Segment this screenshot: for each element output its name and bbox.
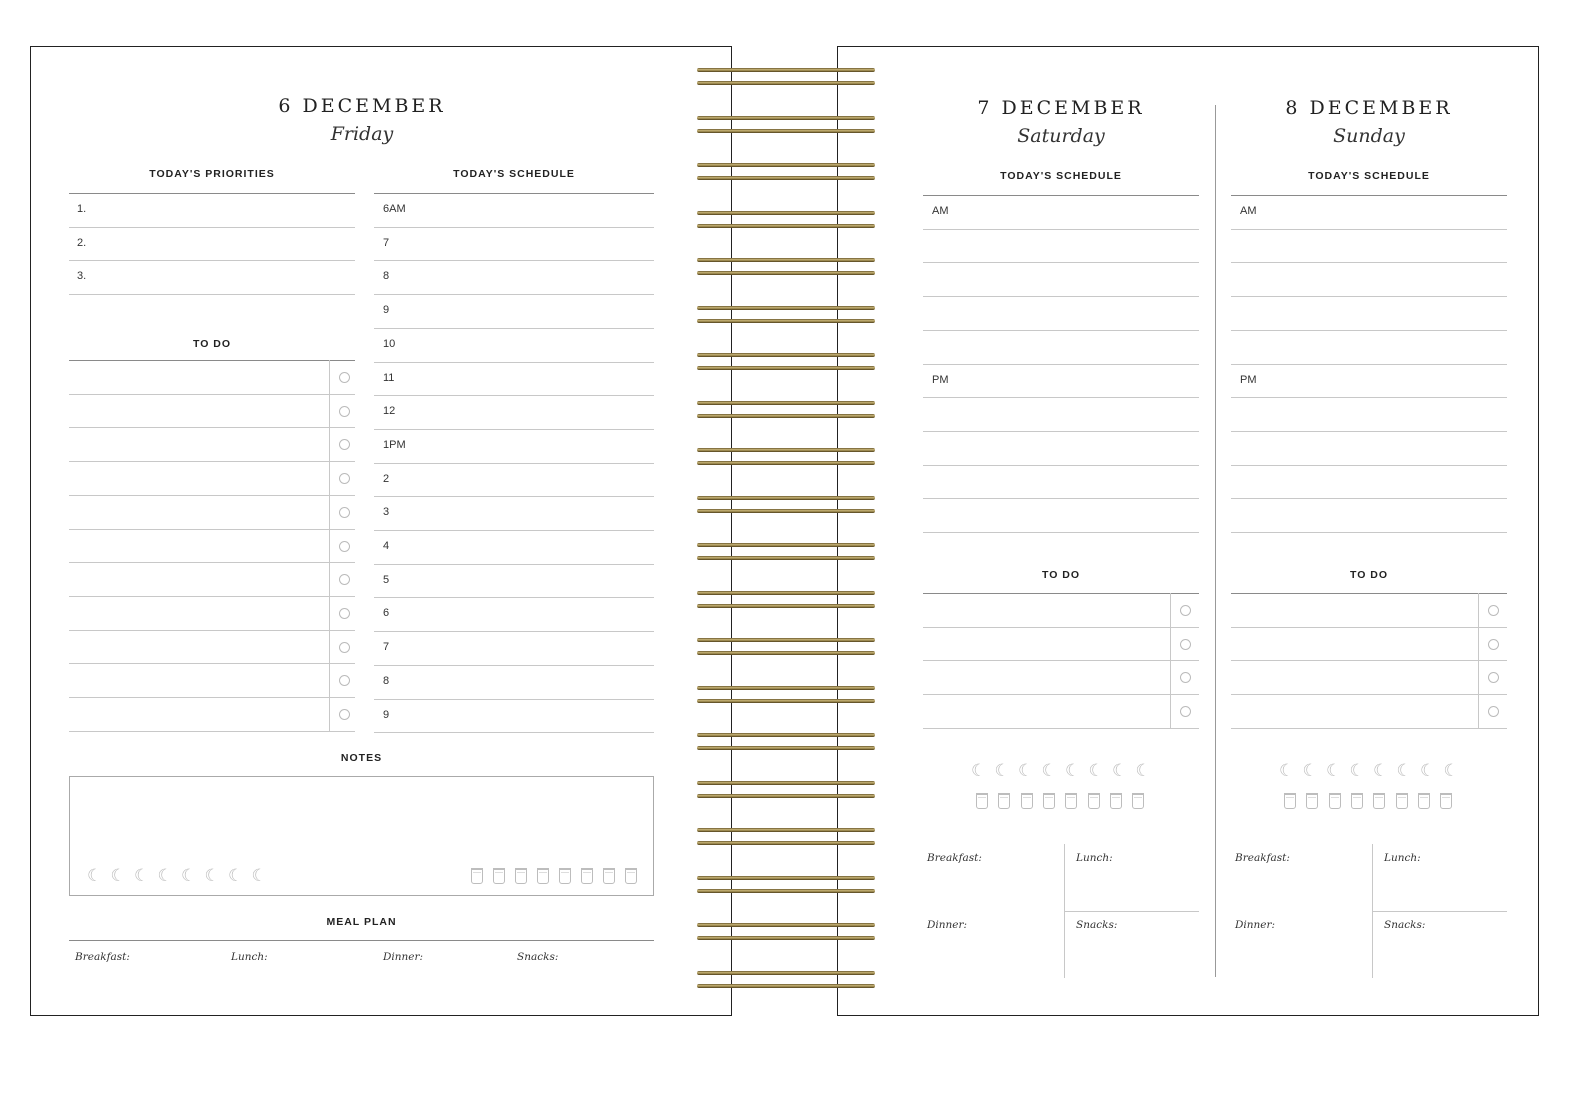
- divider: [923, 627, 1199, 628]
- divider: [374, 463, 654, 464]
- divider: [374, 260, 654, 261]
- divider: [1231, 498, 1507, 499]
- schedule-heading: TODAY'S SCHEDULE: [453, 168, 575, 180]
- schedule-hour[interactable]: 7: [383, 236, 390, 249]
- divider: [923, 728, 1199, 729]
- day-divider: [1215, 105, 1216, 977]
- weekday-label: Saturday: [1017, 125, 1105, 147]
- divider: [69, 427, 355, 428]
- divider: [1372, 911, 1507, 912]
- divider: [923, 296, 1199, 297]
- spiral-ring-icon: [697, 699, 875, 703]
- crescent-moon-icon[interactable]: ☾: [110, 866, 126, 886]
- todo-checkbox-icon[interactable]: [1488, 639, 1499, 650]
- spiral-ring-icon: [697, 414, 875, 418]
- todo-checkbox-icon[interactable]: [339, 507, 350, 518]
- crescent-moon-icon[interactable]: ☾: [1135, 761, 1151, 781]
- divider: [69, 227, 355, 228]
- crescent-moon-icon[interactable]: ☾: [1326, 761, 1342, 781]
- crescent-moon-icon[interactable]: ☾: [228, 866, 244, 886]
- schedule-hour[interactable]: 10: [383, 337, 396, 350]
- spiral-ring-icon: [697, 686, 875, 690]
- todo-checkbox-icon[interactable]: [339, 574, 350, 585]
- crescent-moon-icon[interactable]: ☾: [1373, 761, 1389, 781]
- weekday-label: Friday: [330, 123, 394, 145]
- crescent-moon-icon[interactable]: ☾: [1018, 761, 1034, 781]
- divider: [1231, 364, 1507, 365]
- divider: [69, 294, 355, 295]
- spiral-ring-icon: [697, 651, 875, 655]
- spiral-ring-icon: [697, 638, 875, 642]
- schedule-hour[interactable]: 9: [383, 304, 390, 317]
- divider: [1231, 532, 1507, 533]
- am-label: AM: [1240, 205, 1257, 217]
- divider: [374, 564, 654, 565]
- todo-checkbox-icon[interactable]: [339, 473, 350, 484]
- notes-heading: NOTES: [340, 752, 383, 764]
- meal-breakfast-label: Breakfast:: [75, 951, 130, 963]
- divider: [923, 498, 1199, 499]
- crescent-moon-icon[interactable]: ☾: [1302, 761, 1318, 781]
- divider: [1231, 296, 1507, 297]
- divider: [69, 193, 355, 194]
- divider: [374, 496, 654, 497]
- divider: [923, 195, 1199, 196]
- divider: [69, 260, 355, 261]
- divider: [923, 694, 1199, 695]
- spiral-ring-icon: [697, 984, 875, 988]
- meal-dinner-label: Dinner:: [383, 951, 424, 963]
- spiral-ring-icon: [697, 828, 875, 832]
- divider: [1231, 397, 1507, 398]
- todo-checkbox-icon[interactable]: [1180, 639, 1191, 650]
- todo-checkbox-icon[interactable]: [339, 709, 350, 720]
- divider: [374, 294, 654, 295]
- divider: [69, 495, 355, 496]
- water-cup-icon[interactable]: [603, 868, 615, 884]
- crescent-moon-icon[interactable]: ☾: [181, 866, 197, 886]
- meal-dinner-label: Dinner:: [1235, 919, 1276, 931]
- divider: [923, 431, 1199, 432]
- water-cup-icon[interactable]: [1373, 793, 1385, 809]
- spiral-ring-icon: [697, 604, 875, 608]
- todo-checkbox-icon[interactable]: [1488, 672, 1499, 683]
- priority-item[interactable]: 1.: [77, 203, 87, 215]
- divider: [374, 429, 654, 430]
- divider: [374, 699, 654, 700]
- todo-checkbox-icon[interactable]: [339, 642, 350, 653]
- water-cup-icon[interactable]: [1043, 793, 1055, 809]
- date-title: 8 DECEMBER: [1285, 97, 1453, 119]
- schedule-hour[interactable]: 1PM: [383, 438, 406, 451]
- priorities-heading: TODAY'S PRIORITIES: [149, 168, 275, 180]
- water-cup-icon[interactable]: [1132, 793, 1144, 809]
- water-cup-icon[interactable]: [1418, 793, 1430, 809]
- water-cup-icon[interactable]: [1065, 793, 1077, 809]
- divider: [923, 397, 1199, 398]
- water-cup-icon[interactable]: [625, 868, 637, 884]
- spiral-ring-icon: [697, 176, 875, 180]
- right-page: [837, 46, 1539, 1016]
- divider: [69, 461, 355, 462]
- spiral-ring-icon: [697, 224, 875, 228]
- divider: [923, 364, 1199, 365]
- water-cup-icon[interactable]: [1351, 793, 1363, 809]
- schedule-hour[interactable]: 6: [383, 607, 390, 620]
- divider: [69, 562, 355, 563]
- schedule-hour[interactable]: 12: [383, 405, 396, 418]
- water-cup-icon[interactable]: [1110, 793, 1122, 809]
- divider: [1231, 465, 1507, 466]
- crescent-moon-icon[interactable]: ☾: [1349, 761, 1365, 781]
- spiral-ring-icon: [697, 448, 875, 452]
- divider: [1231, 195, 1507, 196]
- meal-lunch-label: Lunch:: [231, 951, 268, 963]
- divider: [923, 330, 1199, 331]
- meal-lunch-label: Lunch:: [1076, 852, 1113, 864]
- divider: [1231, 431, 1507, 432]
- crescent-moon-icon[interactable]: ☾: [1112, 761, 1128, 781]
- spiral-ring-icon: [697, 319, 875, 323]
- crescent-moon-icon[interactable]: ☾: [1443, 761, 1459, 781]
- spiral-ring-icon: [697, 591, 875, 595]
- divider: [1064, 911, 1199, 912]
- divider: [374, 395, 654, 396]
- divider: [69, 630, 355, 631]
- divider: [923, 229, 1199, 230]
- divider: [1231, 593, 1507, 594]
- todo-checkbox-icon[interactable]: [339, 439, 350, 450]
- spiral-ring-icon: [697, 841, 875, 845]
- spiral-ring-icon: [697, 543, 875, 547]
- schedule-hour[interactable]: 7: [383, 641, 390, 654]
- spiral-ring-icon: [697, 353, 875, 357]
- pm-label: PM: [932, 373, 949, 386]
- todo-heading: TO DO: [1349, 569, 1389, 581]
- meal-lunch-label: Lunch:: [1384, 852, 1421, 864]
- spiral-ring-icon: [697, 116, 875, 120]
- date-title: 7 DECEMBER: [977, 97, 1145, 119]
- am-label: AM: [932, 205, 949, 217]
- crescent-moon-icon[interactable]: ☾: [134, 866, 150, 886]
- divider: [374, 362, 654, 363]
- divider: [374, 665, 654, 666]
- crescent-moon-icon[interactable]: ☾: [1396, 761, 1412, 781]
- divider: [923, 465, 1199, 466]
- divider: [69, 360, 355, 361]
- todo-checkbox-icon[interactable]: [1180, 706, 1191, 717]
- divider: [1231, 229, 1507, 230]
- divider: [374, 631, 654, 632]
- divider: [374, 732, 654, 733]
- spiral-ring-icon: [697, 258, 875, 262]
- crescent-moon-icon[interactable]: ☾: [994, 761, 1010, 781]
- divider: [374, 328, 654, 329]
- divider: [69, 731, 355, 732]
- crescent-moon-icon[interactable]: ☾: [1065, 761, 1081, 781]
- meal-dinner-label: Dinner:: [927, 919, 968, 931]
- water-cup-icon[interactable]: [998, 793, 1010, 809]
- todo-checkbox-icon[interactable]: [1488, 706, 1499, 717]
- todo-checkbox-icon[interactable]: [1488, 605, 1499, 616]
- spiral-ring-icon: [697, 401, 875, 405]
- divider: [374, 597, 654, 598]
- date-title: 6 DECEMBER: [278, 95, 446, 117]
- divider: [1231, 728, 1507, 729]
- divider: [923, 660, 1199, 661]
- spiral-ring-icon: [697, 271, 875, 275]
- schedule-hour[interactable]: 8: [383, 270, 390, 283]
- schedule-hour[interactable]: 3: [383, 506, 390, 519]
- meal-breakfast-label: Breakfast:: [1235, 852, 1290, 864]
- spiral-ring-icon: [697, 211, 875, 215]
- divider: [374, 227, 654, 228]
- crescent-moon-icon[interactable]: ☾: [1041, 761, 1057, 781]
- spiral-ring-icon: [697, 163, 875, 167]
- divider: [1231, 627, 1507, 628]
- left-page: [30, 46, 732, 1016]
- schedule-hour[interactable]: 2: [383, 472, 390, 485]
- divider: [69, 394, 355, 395]
- divider: [923, 532, 1199, 533]
- spiral-ring-icon: [697, 366, 875, 370]
- spiral-ring-icon: [697, 509, 875, 513]
- divider: [1231, 660, 1507, 661]
- schedule-heading: TODAY'S SCHEDULE: [1308, 170, 1430, 182]
- crescent-moon-icon[interactable]: ☾: [1088, 761, 1104, 781]
- water-cup-icon[interactable]: [559, 868, 571, 884]
- spiral-ring-icon: [697, 496, 875, 500]
- spiral-ring-icon: [697, 781, 875, 785]
- water-cup-icon[interactable]: [515, 868, 527, 884]
- spiral-ring-icon: [697, 461, 875, 465]
- todo-checkbox-icon[interactable]: [339, 541, 350, 552]
- spiral-ring-icon: [697, 746, 875, 750]
- spiral-ring-icon: [697, 733, 875, 737]
- divider: [374, 530, 654, 531]
- crescent-moon-icon[interactable]: ☾: [251, 866, 267, 886]
- divider: [69, 697, 355, 698]
- spiral-ring-icon: [697, 936, 875, 940]
- todo-heading: TO DO: [1041, 569, 1081, 581]
- meal-snacks-label: Snacks:: [1076, 919, 1118, 931]
- todo-heading: TO DO: [192, 338, 232, 350]
- weekday-label: Sunday: [1333, 125, 1405, 147]
- water-cup-icon[interactable]: [493, 868, 505, 884]
- water-cup-icon[interactable]: [537, 868, 549, 884]
- divider: [374, 193, 654, 194]
- meal-snacks-label: Snacks:: [1384, 919, 1426, 931]
- todo-checkbox-icon[interactable]: [1180, 672, 1191, 683]
- todo-checkbox-icon[interactable]: [339, 675, 350, 686]
- spiral-ring-icon: [697, 889, 875, 893]
- spiral-ring-icon: [697, 794, 875, 798]
- water-cup-icon[interactable]: [1396, 793, 1408, 809]
- water-cup-icon[interactable]: [581, 868, 593, 884]
- crescent-moon-icon[interactable]: ☾: [1279, 761, 1295, 781]
- divider: [1231, 330, 1507, 331]
- divider: [1231, 694, 1507, 695]
- todo-checkbox-icon[interactable]: [339, 608, 350, 619]
- spiral-ring-icon: [697, 556, 875, 560]
- todo-checkbox-icon[interactable]: [339, 372, 350, 383]
- meal-breakfast-label: Breakfast:: [927, 852, 982, 864]
- schedule-hour[interactable]: 5: [383, 573, 390, 586]
- todo-checkbox-icon[interactable]: [1180, 605, 1191, 616]
- pm-label: PM: [1240, 373, 1257, 386]
- water-cup-icon[interactable]: [1329, 793, 1341, 809]
- schedule-hour[interactable]: 8: [383, 674, 390, 687]
- divider: [923, 262, 1199, 263]
- spiral-ring-icon: [697, 306, 875, 310]
- water-cup-icon[interactable]: [1088, 793, 1100, 809]
- spiral-ring-icon: [697, 129, 875, 133]
- divider: [329, 360, 330, 731]
- schedule-heading: TODAY'S SCHEDULE: [1000, 170, 1122, 182]
- crescent-moon-icon[interactable]: ☾: [971, 761, 987, 781]
- schedule-hour[interactable]: 6AM: [383, 203, 406, 215]
- spiral-ring-icon: [697, 923, 875, 927]
- divider: [69, 940, 654, 941]
- priority-item[interactable]: 3.: [77, 270, 87, 283]
- priority-item[interactable]: 2.: [77, 236, 87, 249]
- divider: [69, 596, 355, 597]
- crescent-moon-icon[interactable]: ☾: [157, 866, 173, 886]
- water-cup-icon[interactable]: [1440, 793, 1452, 809]
- divider: [69, 529, 355, 530]
- water-cup-icon[interactable]: [976, 793, 988, 809]
- spiral-ring-icon: [697, 971, 875, 975]
- crescent-moon-icon[interactable]: ☾: [204, 866, 220, 886]
- water-cup-icon[interactable]: [1306, 793, 1318, 809]
- divider: [1231, 262, 1507, 263]
- divider: [69, 663, 355, 664]
- water-cup-icon[interactable]: [471, 868, 483, 884]
- schedule-hour[interactable]: 4: [383, 540, 390, 552]
- crescent-moon-icon[interactable]: ☾: [1420, 761, 1436, 781]
- meal-plan-heading: MEAL PLAN: [326, 916, 397, 928]
- schedule-hour[interactable]: 11: [383, 371, 395, 384]
- water-cup-icon[interactable]: [1021, 793, 1033, 809]
- water-cup-icon[interactable]: [1284, 793, 1296, 809]
- spiral-ring-icon: [697, 876, 875, 880]
- meal-snacks-label: Snacks:: [517, 951, 559, 963]
- spiral-ring-icon: [697, 81, 875, 85]
- spiral-ring-icon: [697, 68, 875, 72]
- schedule-hour[interactable]: 9: [383, 708, 390, 721]
- divider: [923, 593, 1199, 594]
- todo-checkbox-icon[interactable]: [339, 406, 350, 417]
- crescent-moon-icon[interactable]: ☾: [87, 866, 103, 886]
